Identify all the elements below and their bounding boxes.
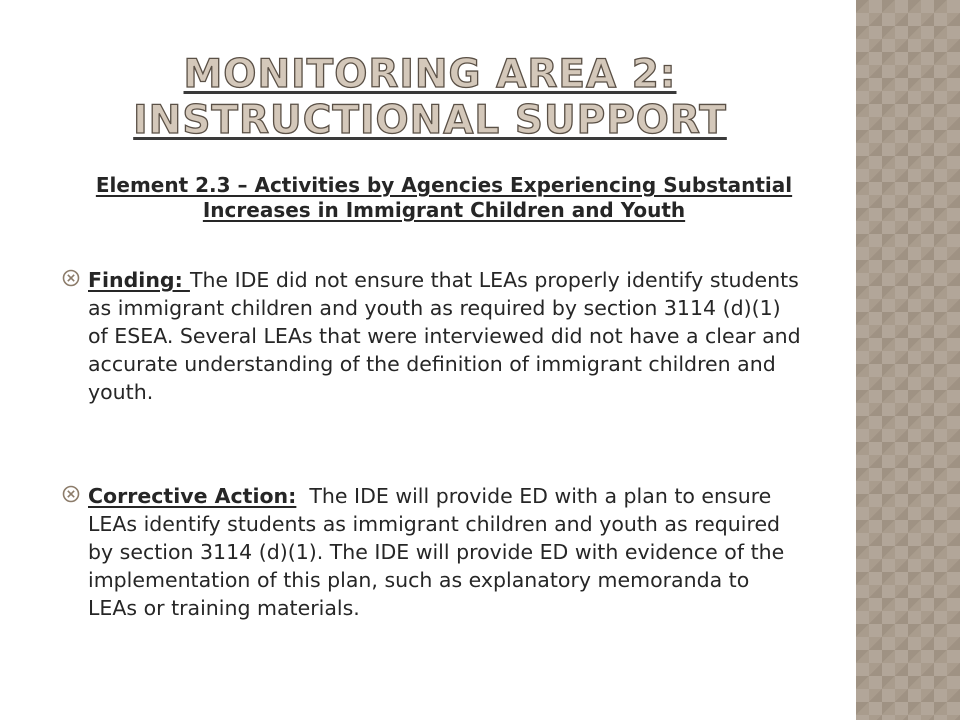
corrective-action-body: The IDE will provide ED with a plan to ensure LEAs identify students as immigrant children and youth as required by section 3114 (d)(1). The IDE will provide ED with evidence of the implementation of this plan, such as explanatory memoranda to LEAs or training materials. xyxy=(88,484,791,620)
finding-label: Finding: xyxy=(88,268,190,292)
element-heading: Element 2.3 – Activities by Agencies Experiencing Substantial Increases in Immigrant Children and Youth xyxy=(95,173,793,222)
finding-text xyxy=(88,266,802,406)
slide-title: MONITORING AREA 2: INSTRUCTIONAL SUPPORT xyxy=(133,52,727,143)
decorative-sidebar xyxy=(856,0,960,720)
finding-bullet xyxy=(62,266,802,406)
circled-x-bullet-icon xyxy=(62,485,80,503)
corrective-action-bullet xyxy=(62,482,802,622)
corrective-action-label: Corrective Action: xyxy=(88,484,297,508)
circled-x-bullet-icon xyxy=(62,269,80,287)
finding-body: The IDE did not ensure that LEAs properly identify students as immigrant children and youth as required by section 3114 (d)(1) of ESEA. Several LEAs that were interviewed did not have a clear and accurate understanding of the definition of immigrant children and youth. xyxy=(88,268,801,404)
corrective-action-text xyxy=(88,482,802,622)
